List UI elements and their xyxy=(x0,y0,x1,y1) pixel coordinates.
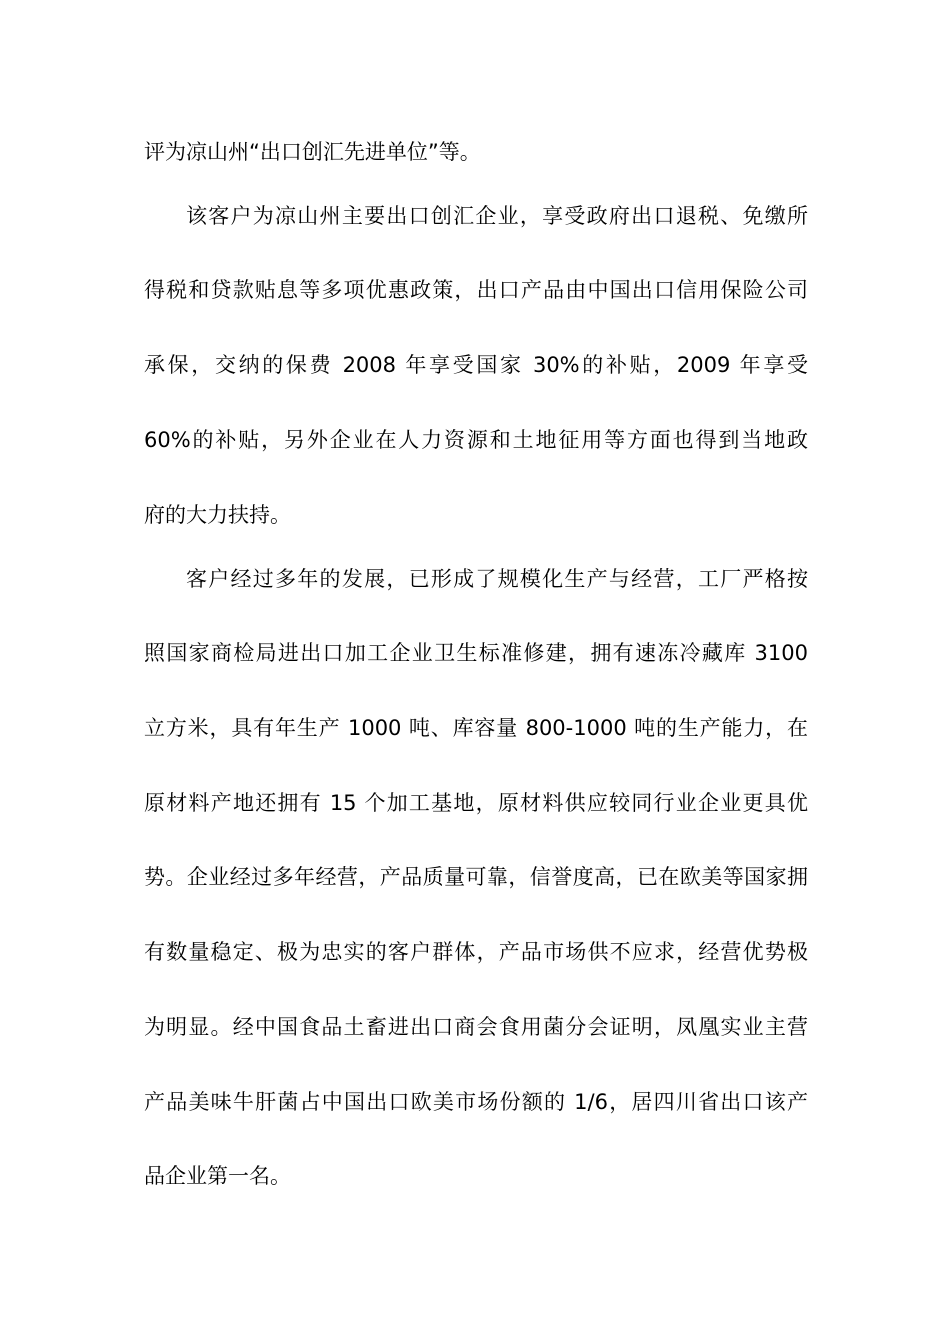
text-line: 府的大力扶持。 xyxy=(144,503,291,527)
text-line: 得税和贷款贴息等多项优惠政策，出口产品由中国出口信用保险公司 xyxy=(144,278,808,302)
text-line: 为明显。经中国食品土畜进出口商会食用菌分会证明，凤凰实业主营 xyxy=(144,1015,808,1039)
text-line: 产品美味牛肝菌占中国出口欧美市场份额的 1/6，居四川省出口该产 xyxy=(144,1090,808,1114)
paragraph-first-line: 客户经过多年的发展，已形成了规模化生产与经营，工厂严格按 xyxy=(186,567,808,591)
text-line: 原材料产地还拥有 15 个加工基地，原材料供应较同行业企业更具优 xyxy=(144,791,808,815)
text-line: 有数量稳定、极为忠实的客户群体，产品市场供不应求，经营优势极 xyxy=(144,940,808,964)
text-line: 评为凉山州“出口创汇先进单位”等。 xyxy=(144,140,481,164)
text-line: 60%的补贴，另外企业在人力资源和土地征用等方面也得到当地政 xyxy=(144,428,808,452)
text-line: 立方米，具有年生产 1000 吨、库容量 800-1000 吨的生产能力，在 xyxy=(144,716,808,740)
text-line: 势。企业经过多年经营，产品质量可靠，信誉度高，已在欧美等国家拥 xyxy=(144,865,808,889)
text-line: 承保，交纳的保费 2008 年享受国家 30%的补贴，2009 年享受 xyxy=(144,353,808,377)
paragraph-first-line: 该客户为凉山州主要出口创汇企业，享受政府出口退税、免缴所 xyxy=(186,204,808,228)
text-line: 品企业第一名。 xyxy=(144,1164,291,1188)
text-line: 照国家商检局进出口加工企业卫生标准修建，拥有速冻冷藏库 3100 xyxy=(144,641,808,665)
